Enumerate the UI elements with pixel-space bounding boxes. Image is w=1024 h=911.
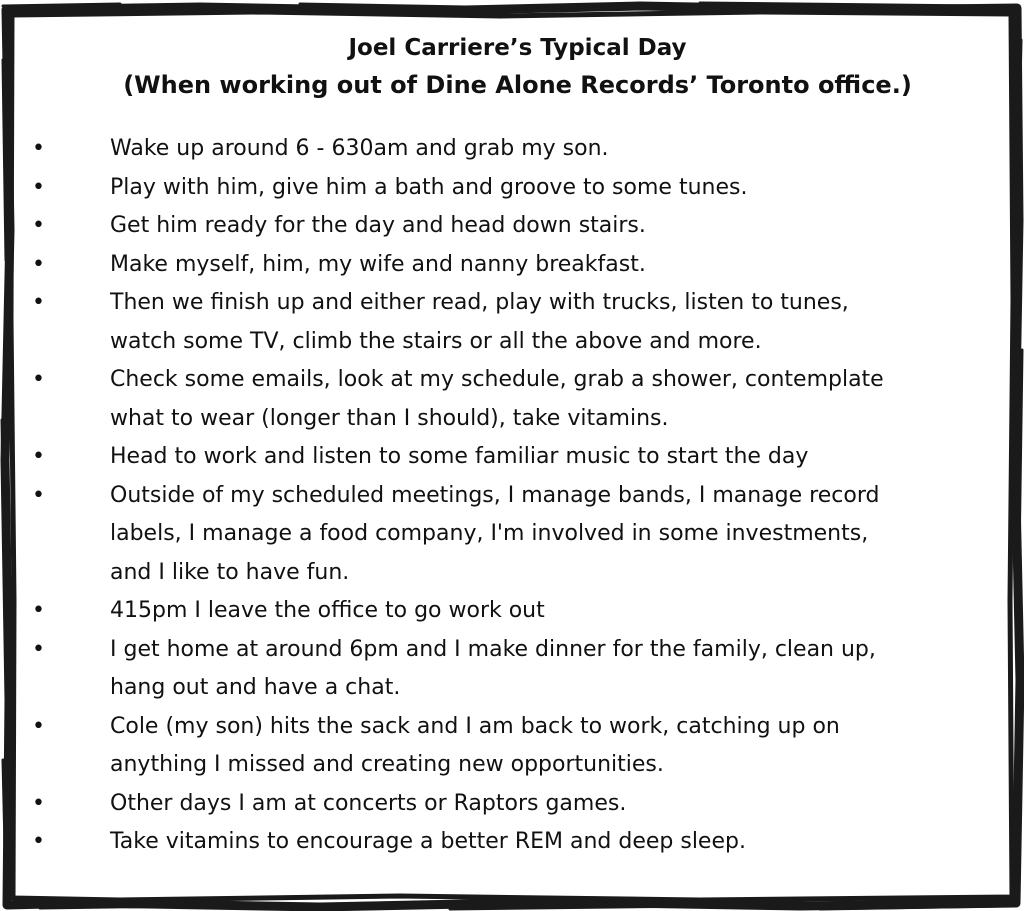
title-line-1: Joel Carriere’s Typical Day <box>348 35 687 61</box>
bullet-icon: • <box>32 136 45 161</box>
bullet-icon: • <box>32 367 45 392</box>
list-item <box>30 785 1005 824</box>
list-item-text: Then we finish up and either read, play with trucks, listen to tunes, watch some TV, climb the stairs or all the above and more. <box>110 290 849 354</box>
bullet-icon: • <box>32 444 45 469</box>
list-item <box>30 477 1005 593</box>
bullet-icon: • <box>32 213 45 238</box>
list-item <box>30 169 1005 208</box>
list-item <box>30 284 1005 361</box>
list-item <box>30 631 1005 708</box>
list-item-text: Check some emails, look at my schedule, grab a shower, contemplate what to wear (longer than I should), take vitamins. <box>110 367 884 431</box>
list-item-text: Outside of my scheduled meetings, I manage bands, I manage record labels, I manage a food company, I'm involved in some investments, and I like to have fun. <box>110 482 880 585</box>
list-item <box>30 823 1005 862</box>
list-item <box>30 592 1005 631</box>
list-item <box>30 130 1005 169</box>
list-item-text: Other days I am at concerts or Raptors games. <box>110 790 627 816</box>
document-content <box>30 30 1005 862</box>
bullet-icon: • <box>32 174 45 200</box>
list-item-text: I get home at around 6pm and I make dinner for the family, clean up, hang out and have a chat. <box>110 636 876 700</box>
list-item <box>30 708 1005 785</box>
title-line-2: (When working out of Dine Alone Records’ Toronto office.) <box>123 71 912 99</box>
list-item <box>30 361 1005 438</box>
list-item-text: Play with him, give him a bath and groove to some tunes. <box>110 174 748 200</box>
bullet-icon: • <box>32 636 45 662</box>
list-item-text: Make myself, him, my wife and nanny breakfast. <box>110 251 646 277</box>
bullet-icon: • <box>32 598 45 623</box>
bullet-icon: • <box>32 713 45 739</box>
list-item <box>30 438 1005 477</box>
list-item-text: 415pm I leave the office to go work out <box>110 598 545 623</box>
bullet-icon: • <box>32 829 45 854</box>
list-item <box>30 246 1005 285</box>
list-item-text: Head to work and listen to some familiar music to start the day <box>110 444 809 469</box>
document-title <box>30 30 1005 104</box>
list-item <box>30 207 1005 246</box>
bullet-icon: • <box>32 251 45 277</box>
list-item-text: Wake up around 6 - 630am and grab my son. <box>110 136 609 161</box>
bullet-icon: • <box>32 290 45 315</box>
bullet-icon: • <box>32 790 45 816</box>
list-item-text: Get him ready for the day and head down stairs. <box>110 213 646 238</box>
list-item-text: Take vitamins to encourage a better REM and deep sleep. <box>110 829 746 854</box>
bullet-icon: • <box>32 482 45 508</box>
list-item-text: Cole (my son) hits the sack and I am back to work, catching up on anything I missed and creating new opportunities. <box>110 713 840 777</box>
daily-routine-list <box>30 130 1005 862</box>
